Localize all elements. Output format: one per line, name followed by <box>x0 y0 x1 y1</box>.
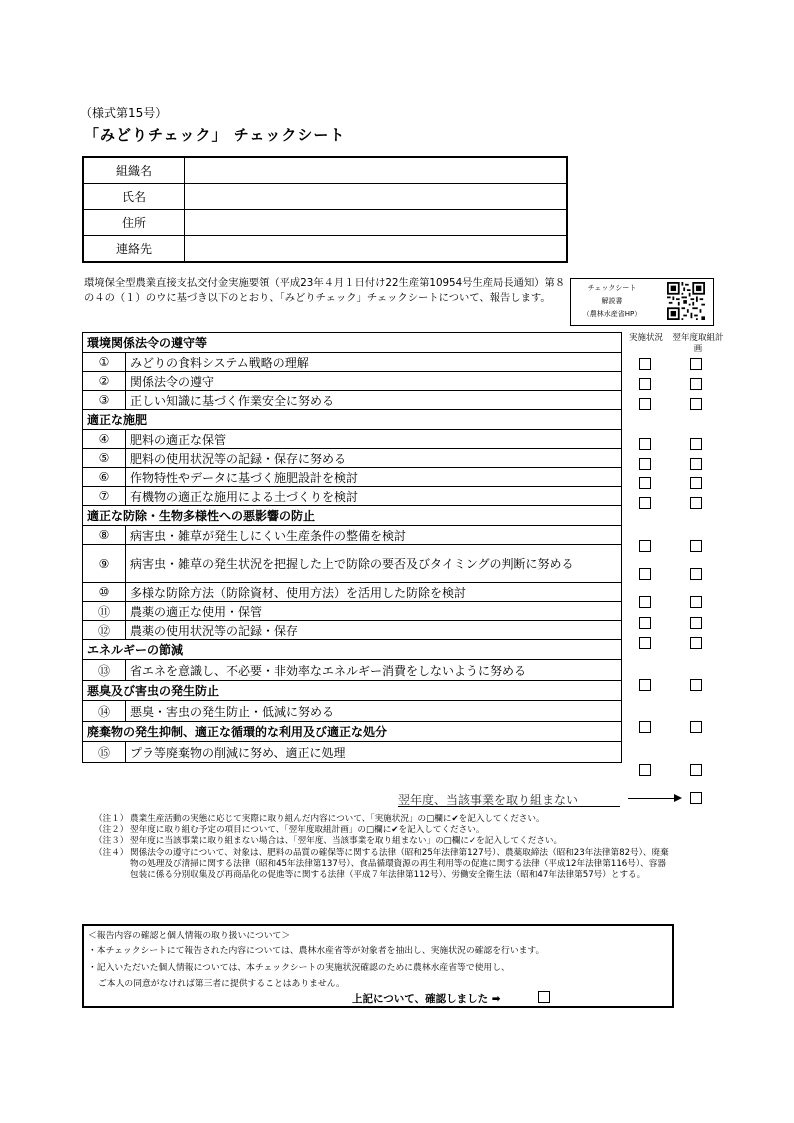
item-number: ③ <box>83 391 126 410</box>
no-activity-checkbox[interactable] <box>690 792 702 804</box>
plan-column-header: 翌年度取組計画 <box>672 333 724 354</box>
section-title: エネルギーの節減 <box>83 640 622 660</box>
impl-checkbox-13[interactable] <box>639 679 651 691</box>
item-number: ⑧ <box>83 526 126 545</box>
item-text: 肥料の適正な保管 <box>126 430 622 449</box>
item-number: ⑬ <box>83 660 126 681</box>
checklist-row <box>83 742 622 763</box>
privacy-text: ご本人の同意がなければ第三者に提供することはありません。 <box>98 979 345 989</box>
section-title: 廃棄物の発生抑制、適正な循環的な利用及び適正な処分 <box>83 722 622 742</box>
item-text: 農薬の適正な使用・保管 <box>126 602 622 621</box>
checklist-row <box>83 391 622 410</box>
checklist-row <box>83 449 622 468</box>
plan-checkbox-8[interactable] <box>690 540 702 552</box>
no-activity-underline <box>398 806 620 807</box>
item-number: ⑨ <box>83 545 126 583</box>
plan-checkbox-6[interactable] <box>690 477 702 489</box>
item-text: 多様な防除方法（防除資材、使用方法）を活用した防除を検討 <box>126 583 622 602</box>
impl-checkbox-15[interactable] <box>639 764 651 776</box>
note-item: （注１） 農業生産活動の実態に応じて実際に取り組んだ内容について、「実施状況」の□欄に✔を記入してください。 <box>94 814 545 824</box>
confirm-label: 上記について、確認しました ➡ <box>352 993 501 1005</box>
item-number: ④ <box>83 430 126 449</box>
impl-checkbox-10[interactable] <box>639 596 651 608</box>
checklist-row <box>83 372 622 391</box>
note-item: （注２） 翌年度に取り組む予定の項目について、「翌年度取組計画」の□欄に✔を記入してください。 <box>94 825 485 836</box>
checklist-row <box>83 602 622 621</box>
plan-checkbox-1[interactable] <box>690 358 702 370</box>
item-text: 有機物の適正な施用による土づくりを検討 <box>126 487 622 506</box>
contact-field[interactable] <box>185 236 568 263</box>
checklist-row <box>83 526 622 545</box>
plan-checkbox-3[interactable] <box>690 398 702 410</box>
no-activity-label: 翌年度、当該事業を取り組まない <box>398 793 579 807</box>
checklist-row <box>83 487 622 506</box>
impl-checkbox-9[interactable] <box>639 568 651 580</box>
applicant-info-table <box>82 156 568 263</box>
checklist-row <box>83 621 622 640</box>
arrow-head-icon <box>674 794 682 802</box>
impl-checkbox-14[interactable] <box>639 721 651 733</box>
plan-checkbox-11[interactable] <box>690 617 702 629</box>
section-row <box>83 640 622 660</box>
info-label: 連絡先 <box>83 236 185 263</box>
item-number: ⑦ <box>83 487 126 506</box>
page-title: 「みどりチェック」 チェックシート <box>84 126 346 144</box>
intro-text: 環境保全型農業直接支払交付金実施要領（平成23年４月１日付け22生産第10954号生産局長通知）第８の４の（１）のウに基づき以下のとおり、「みどりチェック」チェックシートについて、報告します。 <box>84 277 566 304</box>
plan-checkbox-10[interactable] <box>690 596 702 608</box>
item-number: ⑤ <box>83 449 126 468</box>
impl-checkbox-5[interactable] <box>639 458 651 470</box>
section-row <box>83 722 622 742</box>
impl-column-header: 実施状況 <box>628 333 663 343</box>
impl-checkbox-4[interactable] <box>639 438 651 450</box>
item-number: ⑩ <box>83 583 126 602</box>
impl-checkbox-1[interactable] <box>639 358 651 370</box>
plan-checkbox-14[interactable] <box>690 721 702 733</box>
checklist-row <box>83 353 622 372</box>
impl-checkbox-8[interactable] <box>639 540 651 552</box>
address-field[interactable] <box>185 210 568 236</box>
item-text: 悪臭・害虫の発生防止・低減に努める <box>126 701 622 722</box>
item-text: プラ等廃棄物の削減に努め、適正に処理 <box>126 742 622 763</box>
info-row-address <box>83 210 567 236</box>
privacy-text: ・記入いただいた個人情報については、本チェックシートの実施状況確認のために農林水産省等で使用し、 <box>88 963 510 973</box>
section-title: 適正な防除・生物多様性への悪影響の防止 <box>83 506 622 526</box>
checklist-row <box>83 660 622 681</box>
item-text: 作物特性やデータに基づく施肥設計を検討 <box>126 468 622 487</box>
note-item: （注３） 翌年度に当該事業に取り組まない場合は、「翌年度、当該事業を取り組まない」の□欄に✓を記入してください。 <box>94 836 563 847</box>
checklist-row <box>83 468 622 487</box>
impl-checkbox-11[interactable] <box>639 617 651 629</box>
item-number: ⑭ <box>83 701 126 722</box>
section-row <box>83 333 622 353</box>
item-number: ② <box>83 372 126 391</box>
impl-checkbox-3[interactable] <box>639 398 651 410</box>
impl-checkbox-12[interactable] <box>639 637 651 649</box>
item-text: 正しい知識に基づく作業安全に努める <box>126 391 622 410</box>
confirm-checkbox[interactable] <box>538 991 550 1003</box>
item-text: 病害虫・雑草が発生しにくい生産条件の整備を検討 <box>126 526 622 545</box>
manual-link-box[interactable] <box>570 278 714 326</box>
item-number: ⑮ <box>83 742 126 763</box>
item-text: 省エネを意識し、不必要・非効率なエネルギー消費をしないように努める <box>126 660 622 681</box>
privacy-box <box>82 924 674 1008</box>
impl-checkbox-7[interactable] <box>639 497 651 509</box>
note-item: （注４） 関係法令の遵守について、対象は、肥料の品質の確保等に関する法律（昭和25年法律第127号）、農薬取締法（昭和23年法律第82号）、廃棄物の処理及び清掃に関する法律（昭和45年法律第137号）、食品循環資源の再生利用等の促進に関する法律（平成12年法律第116号）、容器包装に係る分別収集及び再商品化の促進等に関する法律（平成７年法律第112号）、労働安全衛生法（昭和47年法律第57号）とする。 <box>94 847 669 881</box>
info-row-name <box>83 184 567 210</box>
plan-checkbox-15[interactable] <box>690 764 702 776</box>
privacy-title: ＜報告内容の確認と個人情報の取り扱いについて＞ <box>88 931 291 941</box>
manual-link-text: チェックシート 解説書 （農林水産省HP） <box>582 284 642 318</box>
checklist-row <box>83 583 622 602</box>
impl-checkbox-2[interactable] <box>639 378 651 390</box>
form-number: （様式第15号） <box>80 106 168 120</box>
info-label: 氏名 <box>83 184 185 210</box>
checklist-row <box>83 545 622 583</box>
organization-field[interactable] <box>185 157 568 184</box>
section-title: 悪臭及び害虫の発生防止 <box>83 681 622 701</box>
info-label: 住所 <box>83 210 185 236</box>
item-text: 病害虫・雑草の発生状況を把握した上で防除の要否及びタイミングの判断に努める <box>126 545 622 583</box>
info-label: 組織名 <box>83 157 185 184</box>
section-title: 環境関係法令の遵守等 <box>83 333 622 353</box>
plan-checkbox-5[interactable] <box>690 458 702 470</box>
item-text: 肥料の使用状況等の記録・保存に努める <box>126 449 622 468</box>
item-text: 関係法令の遵守 <box>126 372 622 391</box>
section-title: 適正な施肥 <box>83 410 622 430</box>
info-row-contact <box>83 236 567 263</box>
arrow-right-icon <box>628 798 676 799</box>
section-row <box>83 410 622 430</box>
notes <box>94 814 674 881</box>
plan-checkbox-4[interactable] <box>690 438 702 450</box>
item-number: ⑥ <box>83 468 126 487</box>
checklist-row <box>83 701 622 722</box>
info-row-organization <box>83 157 567 184</box>
privacy-text: ・本チェックシートにて報告された内容については、農林水産省等が対象者を抽出し、実施状況の確認を行います。 <box>88 946 545 956</box>
plan-checkbox-9[interactable] <box>690 568 702 580</box>
plan-checkbox-7[interactable] <box>690 497 702 509</box>
section-row <box>83 506 622 526</box>
name-field[interactable] <box>185 184 568 210</box>
plan-checkbox-13[interactable] <box>690 679 702 691</box>
item-text: みどりの食料システム戦略の理解 <box>126 353 622 372</box>
checklist-table <box>82 332 622 763</box>
plan-checkbox-2[interactable] <box>690 378 702 390</box>
section-row <box>83 681 622 701</box>
item-number: ⑪ <box>83 602 126 621</box>
impl-checkbox-6[interactable] <box>639 477 651 489</box>
item-number: ⑫ <box>83 621 126 640</box>
checklist-row <box>83 430 622 449</box>
qr-code-icon[interactable] <box>667 282 705 320</box>
item-text: 農薬の使用状況等の記録・保存 <box>126 621 622 640</box>
plan-checkbox-12[interactable] <box>690 637 702 649</box>
item-number: ① <box>83 353 126 372</box>
